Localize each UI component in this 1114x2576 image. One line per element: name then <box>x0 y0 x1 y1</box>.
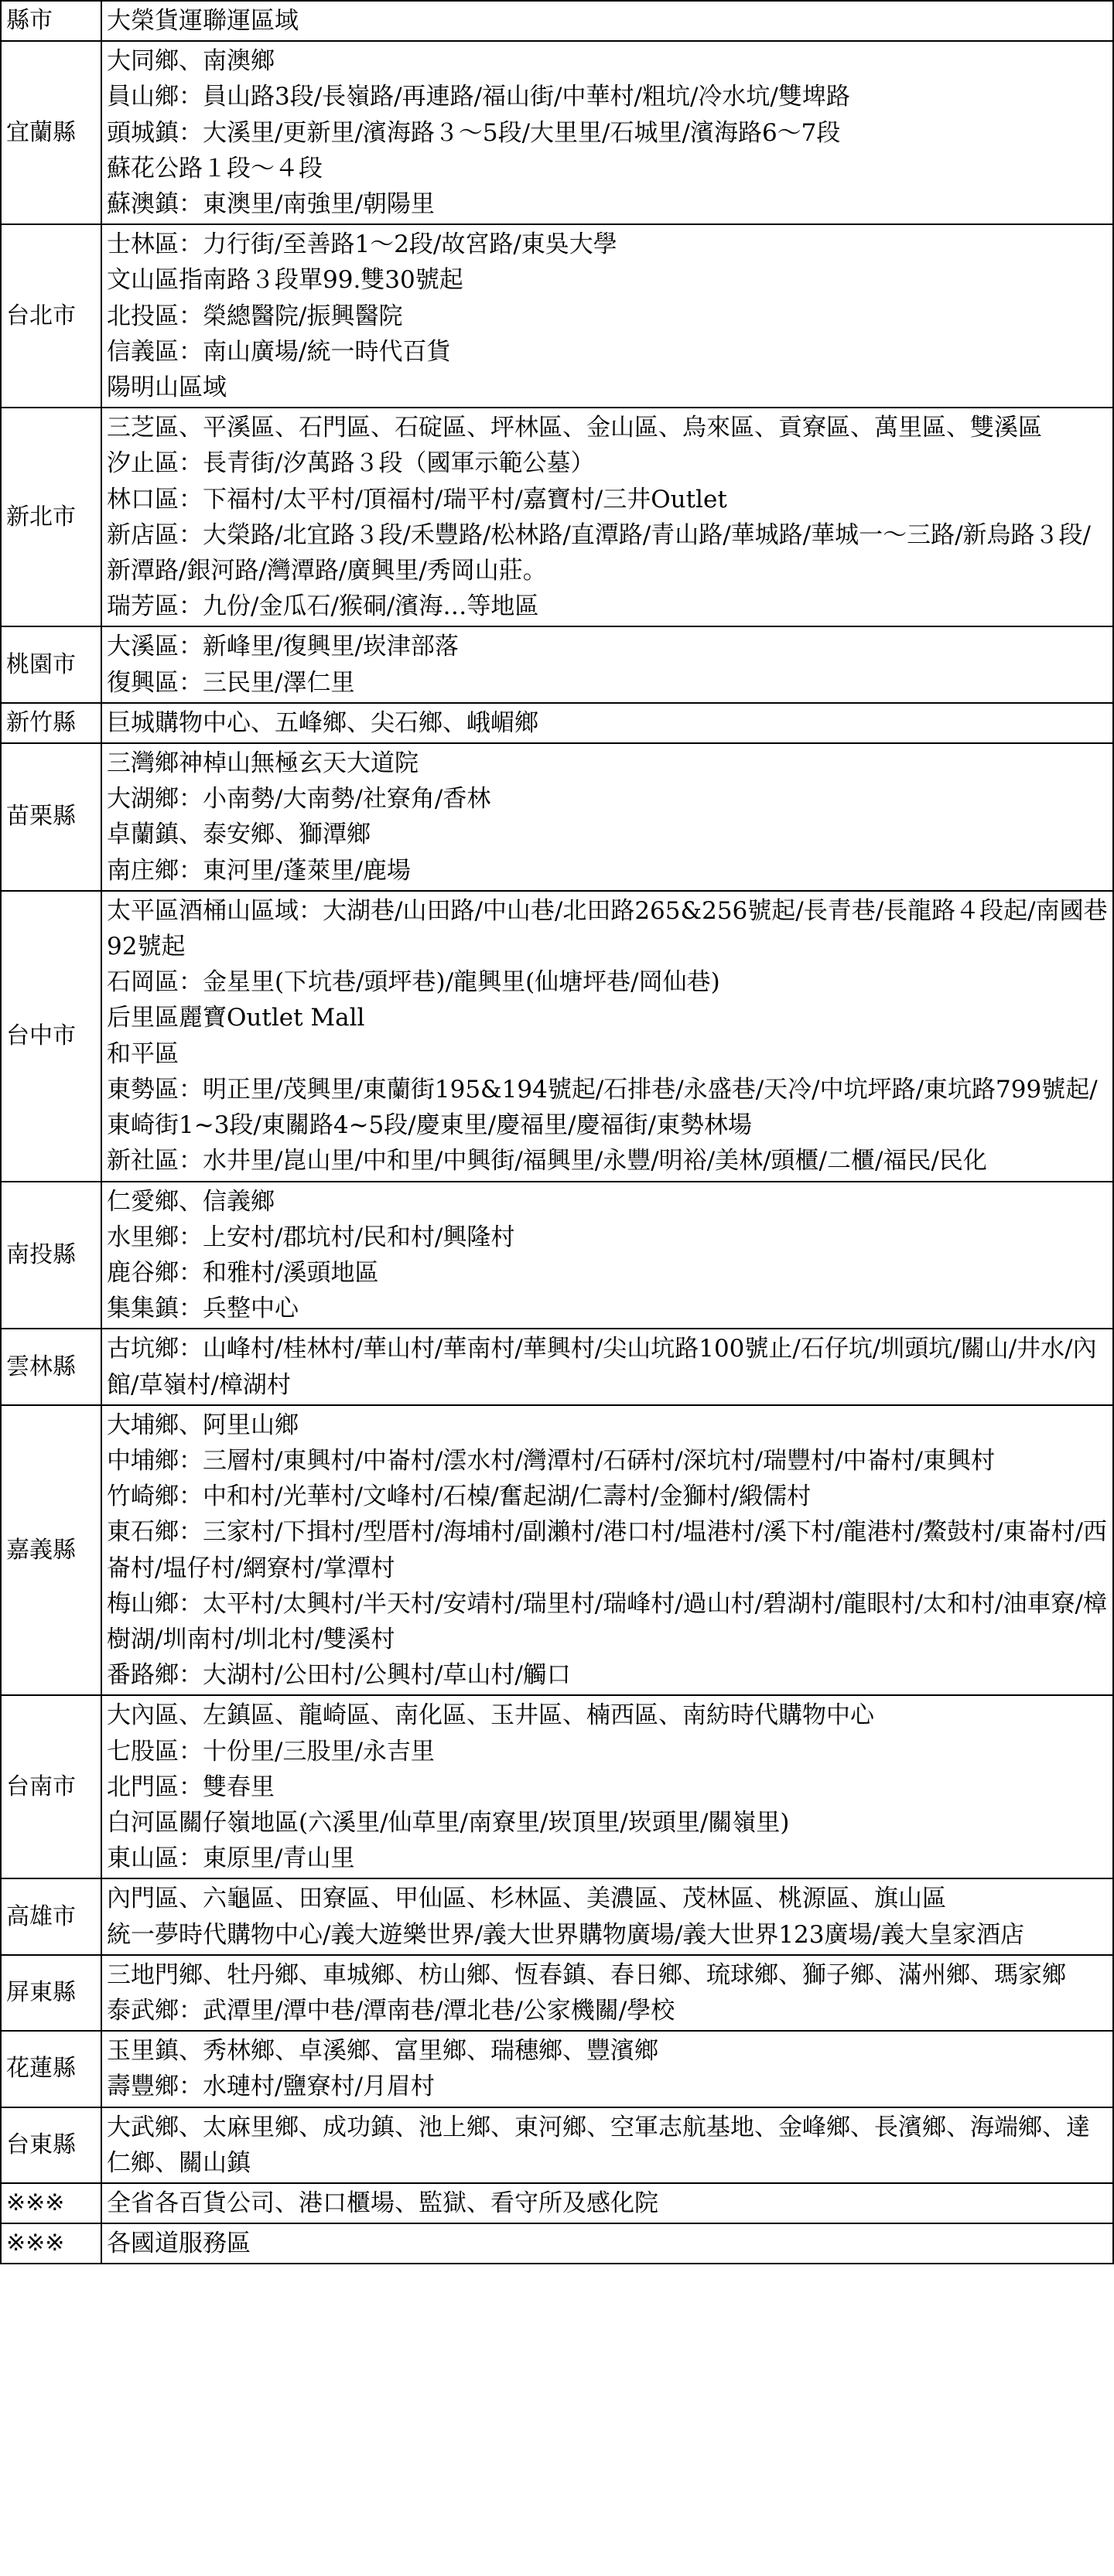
area-line: 員山鄉：員山路3段/長嶺路/再連路/福山街/中華村/粗坑/冷水坑/雙埤路 <box>107 83 850 111</box>
table-row <box>1 408 1113 626</box>
area-line: 壽豐鄉：水璉村/鹽寮村/月眉村 <box>107 2073 435 2101</box>
county-cell: 台北市 <box>1 224 101 408</box>
area-line: 南庄鄉：東河里/蓬萊里/鹿場 <box>107 856 411 885</box>
area-line: 蘇澳鎮：東澳里/南強里/朝陽里 <box>107 190 435 219</box>
county-cell: 苗栗縣 <box>1 743 101 891</box>
area-line: 三地門鄉、牡丹鄉、車城鄉、枋山鄉、恆春鎮、春日鄉、琉球鄉、獅子鄉、滿州鄉、瑪家鄉 <box>107 1960 1066 1989</box>
county-cell: 台東縣 <box>1 2107 101 2183</box>
county-cell: 桃園市 <box>1 626 101 702</box>
table-row <box>1 1878 1113 1954</box>
county-cell: 新北市 <box>1 408 101 626</box>
areas-cell <box>101 1329 1113 1404</box>
area-line: 北門區：雙春里 <box>107 1772 275 1801</box>
county-cell: 南投縣 <box>1 1182 101 1329</box>
area-line: 統一夢時代購物中心/義大遊樂世界/義大世界購物廣場/義大世界123廣場/義大皇家酒店 <box>107 1920 1024 1949</box>
areas-cell <box>101 1955 1113 2031</box>
areas-cell <box>101 2183 1113 2223</box>
header-county-cell: 縣市 <box>1 1 101 41</box>
area-line: 內門區、六龜區、田寮區、甲仙區、杉林區、美濃區、茂林區、桃源區、旗山區 <box>107 1885 946 1913</box>
area-line: 北投區：榮總醫院/振興醫院 <box>107 302 403 330</box>
area-line: 新店區：大榮路/北宜路３段/禾豐路/松林路/直潭路/青山路/華城路/華城一～三路/新烏路３段/新潭路/銀河路/灣潭路/廣興里/秀岡山莊。 <box>107 520 1091 585</box>
area-line: 古坑鄉：山峰村/桂林村/華山村/華南村/華興村/尖山坑路100號止/石仔坑/圳頭坑/關山/井水/內館/草嶺村/樟湖村 <box>107 1335 1097 1399</box>
area-line: 巨城購物中心、五峰鄉、尖石鄉、峨嵋鄉 <box>107 708 538 737</box>
table-row <box>1 891 1113 1182</box>
area-line: 林口區：下福村/太平村/頂福村/瑞平村/嘉寶村/三井Outlet <box>107 485 727 513</box>
area-line: 頭城鎮：大溪里/更新里/濱海路３～5段/大里里/石城里/濱海路6～7段 <box>107 118 841 147</box>
area-line: 大埔鄉、阿里山鄉 <box>107 1411 299 1439</box>
area-line: 汐止區：長青街/汐萬路３段（國軍示範公墓） <box>107 449 595 478</box>
table-row <box>1 224 1113 408</box>
areas-cell <box>101 743 1113 891</box>
county-cell: 雲林縣 <box>1 1329 101 1404</box>
county-cell: 台中市 <box>1 891 101 1182</box>
table-row <box>1 1405 1113 1696</box>
areas-cell <box>101 224 1113 408</box>
area-line: 白河區關仔嶺地區(六溪里/仙草里/南寮里/崁頂里/崁頭里/關嶺里) <box>107 1808 790 1837</box>
area-line: 泰武鄉：武潭里/潭中巷/潭南巷/潭北巷/公家機關/學校 <box>107 1996 675 2025</box>
areas-cell <box>101 408 1113 626</box>
areas-cell <box>101 2107 1113 2183</box>
areas-cell <box>101 2223 1113 2264</box>
areas-cell <box>101 891 1113 1182</box>
table-row <box>1 2183 1113 2223</box>
table-row <box>1 2031 1113 2107</box>
area-line: 陽明山區域 <box>107 374 227 402</box>
area-line: 石岡區：金星里(下坑巷/頭坪巷)/龍興里(仙塘坪巷/岡仙巷) <box>107 968 720 997</box>
area-line: 集集鎮：兵整中心 <box>107 1295 299 1323</box>
table-row <box>1 1695 1113 1878</box>
area-line: 鹿谷鄉：和雅村/溪頭地區 <box>107 1258 379 1287</box>
area-line: 瑞芳區：九份/金瓜石/猴硐/濱海…等地區 <box>107 592 539 621</box>
area-line: 蘇花公路１段～４段 <box>107 154 323 183</box>
area-line: 三芝區、平溪區、石門區、石碇區、坪林區、金山區、烏來區、貢寮區、萬里區、雙溪區 <box>107 414 1042 442</box>
county-cell: 花蓮縣 <box>1 2031 101 2107</box>
area-line: 大同鄉、南澳鄉 <box>107 47 275 76</box>
area-line: 大內區、左鎮區、龍崎區、南化區、玉井區、楠西區、南紡時代購物中心 <box>107 1701 874 1730</box>
areas-cell <box>101 2031 1113 2107</box>
header-areas-cell: 大榮貨運聯運區域 <box>101 1 1113 41</box>
table-row <box>1 703 1113 743</box>
areas-cell <box>101 1182 1113 1329</box>
area-line: 東石鄉：三家村/下揖村/型厝村/海埔村/副瀨村/港口村/塭港村/溪下村/龍港村/鰲鼓村/東崙村/西崙村/塭仔村/網寮村/掌潭村 <box>107 1518 1107 1582</box>
county-cell: 高雄市 <box>1 1878 101 1954</box>
area-line: 番路鄉：大湖村/公田村/公興村/草山村/觸口 <box>107 1661 571 1690</box>
county-cell: ※※※ <box>1 2183 101 2223</box>
table-row <box>1 2223 1113 2264</box>
area-line: 水里鄉：上安村/郡坑村/民和村/興隆村 <box>107 1223 515 1251</box>
areas-cell <box>101 703 1113 743</box>
areas-cell <box>101 626 1113 702</box>
area-line: 竹崎鄉：中和村/光華村/文峰村/石槕/奮起湖/仁壽村/金獅村/緞儒村 <box>107 1482 812 1511</box>
area-line: 復興區：三民里/澤仁里 <box>107 668 355 697</box>
table-header-row <box>1 1 1113 41</box>
county-cell: ※※※ <box>1 2223 101 2264</box>
area-line: 后里區麗寶Outlet Mall <box>107 1004 365 1032</box>
area-line: 梅山鄉：太平村/太興村/半天村/安靖村/瑞里村/瑞峰村/過山村/碧湖村/龍眼村/太和村/油車寮/樟樹湖/圳南村/圳北村/雙溪村 <box>107 1589 1107 1653</box>
area-line: 新社區：水井里/崑山里/中和里/中興街/福興里/永豐/明裕/美林/頭櫃/二櫃/福民/民化 <box>107 1147 987 1175</box>
areas-cell <box>101 1405 1113 1696</box>
area-line: 玉里鎮、秀林鄉、卓溪鄉、富里鄉、瑞穗鄉、豐濱鄉 <box>107 2037 658 2066</box>
area-line: 大溪區：新峰里/復興里/崁津部落 <box>107 633 459 661</box>
area-line: 仁愛鄉、信義鄉 <box>107 1187 275 1216</box>
county-cell: 台南市 <box>1 1695 101 1878</box>
county-cell: 嘉義縣 <box>1 1405 101 1696</box>
county-cell: 新竹縣 <box>1 703 101 743</box>
area-line: 卓蘭鎮、泰安鄉、獅潭鄉 <box>107 821 371 849</box>
county-cell: 宜蘭縣 <box>1 41 101 224</box>
area-line: 信義區：南山廣場/統一時代百貨 <box>107 337 451 366</box>
area-line: 文山區指南路３段單99.雙30號起 <box>107 266 463 295</box>
area-line: 各國道服務區 <box>107 2230 251 2258</box>
area-line: 全省各百貨公司、港口櫃場、監獄、看守所及感化院 <box>107 2189 658 2217</box>
area-line: 東勢區：明正里/茂興里/東蘭街195&194號起/石排巷/永盛巷/天冷/中坑坪路/東坑路799號起/東崎街1~3段/東關路4~5段/慶東里/慶福里/慶福街/東勢林場 <box>107 1075 1098 1140</box>
area-line: 七股區：十份里/三股里/永吉里 <box>107 1737 435 1766</box>
area-line: 太平區酒桶山區域：大湖巷/山田路/中山巷/北田路265&256號起/長青巷/長龍路４段起/南國巷92號起 <box>107 896 1108 961</box>
table-row <box>1 2107 1113 2183</box>
areas-cell <box>101 41 1113 224</box>
area-line: 中埔鄉：三層村/東興村/中崙村/澐水村/灣潭村/石硦村/深坑村/瑞豐村/中崙村/東興村 <box>107 1446 995 1475</box>
table-row <box>1 626 1113 702</box>
area-line: 和平區 <box>107 1039 179 1068</box>
table-row <box>1 1182 1113 1329</box>
area-line: 大武鄉、太麻里鄉、成功鎮、池上鄉、東河鄉、空軍志航基地、金峰鄉、長濱鄉、海端鄉、達仁鄉、關山鎮 <box>107 2113 1090 2177</box>
table-row <box>1 743 1113 891</box>
table-row <box>1 1955 1113 2031</box>
areas-cell <box>101 1695 1113 1878</box>
area-line: 東山區：東原里/青山里 <box>107 1844 355 1873</box>
area-line: 士林區：力行街/至善路1～2段/故宮路/東吳大學 <box>107 230 617 259</box>
table-row <box>1 1329 1113 1404</box>
table-row <box>1 41 1113 224</box>
county-cell: 屏東縣 <box>1 1955 101 2031</box>
area-line: 大湖鄉：小南勢/大南勢/社寮角/香林 <box>107 785 491 814</box>
area-line: 三灣鄉神棹山無極玄天大道院 <box>107 749 419 778</box>
areas-cell <box>101 1878 1113 1954</box>
